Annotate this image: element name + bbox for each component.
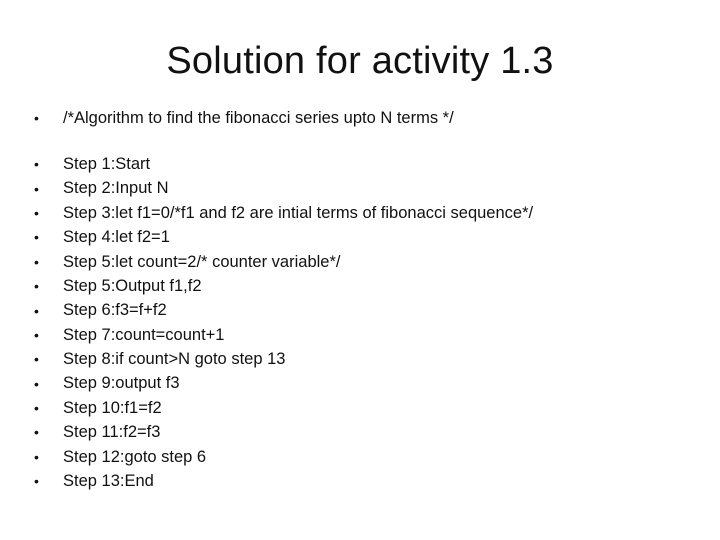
list-item <box>34 323 533 347</box>
bullet-icon: • <box>34 156 39 173</box>
list-item <box>34 347 533 371</box>
bullet-icon: • <box>34 473 39 490</box>
bullet-icon: • <box>34 278 39 295</box>
list-item <box>34 298 533 322</box>
list-item <box>34 372 533 396</box>
step-text: Step 4:let f2=1 <box>63 228 170 247</box>
bullet-icon: • <box>34 302 39 319</box>
list-item <box>34 152 533 176</box>
steps-list <box>34 152 533 493</box>
bullet-icon: • <box>34 448 39 465</box>
step-text: Step 5:Output f1,f2 <box>63 276 202 295</box>
list-item <box>34 201 533 225</box>
bullet-icon: • <box>34 180 39 197</box>
bullet-icon: • <box>34 229 39 246</box>
slide-title: Solution for activity 1.3 <box>166 40 554 82</box>
bullet-icon: • <box>34 424 39 441</box>
list-item <box>34 420 533 444</box>
list-item <box>34 445 533 469</box>
list-item <box>34 176 533 200</box>
step-text: Step 8:if count>N goto step 13 <box>63 350 286 369</box>
list-item <box>34 469 533 493</box>
bullet-icon: • <box>34 375 39 392</box>
intro-comment <box>34 106 454 130</box>
step-text: Step 10:f1=f2 <box>63 398 162 417</box>
step-text: Step 3:let f1=0/*f1 and f2 are intial terms of fibonacci sequence*/ <box>63 203 534 222</box>
list-item <box>34 250 533 274</box>
bullet-icon: • <box>34 326 39 343</box>
step-text: Step 13:End <box>63 472 154 491</box>
step-text: Step 6:f3=f+f2 <box>63 301 167 320</box>
step-text: Step 11:f2=f3 <box>63 423 161 442</box>
bullet-icon: • <box>34 110 39 127</box>
step-text: Step 7:count=count+1 <box>63 325 225 344</box>
bullet-icon: • <box>34 400 39 417</box>
step-text: Step 9:output f3 <box>63 374 180 393</box>
list-item <box>34 274 533 298</box>
step-text: Step 5:let count=2/* counter variable*/ <box>63 252 341 271</box>
step-text: Step 1:Start <box>63 154 151 173</box>
bullet-icon: • <box>34 351 39 368</box>
bullet-icon: • <box>34 204 39 221</box>
list-item <box>34 396 533 420</box>
list-item <box>34 225 533 249</box>
intro-text: /*Algorithm to find the fibonacci series upto N terms */ <box>63 108 454 127</box>
step-text: Step 2:Input N <box>63 179 169 198</box>
step-text: Step 12:goto step 6 <box>63 447 207 466</box>
bullet-icon: • <box>34 253 39 270</box>
